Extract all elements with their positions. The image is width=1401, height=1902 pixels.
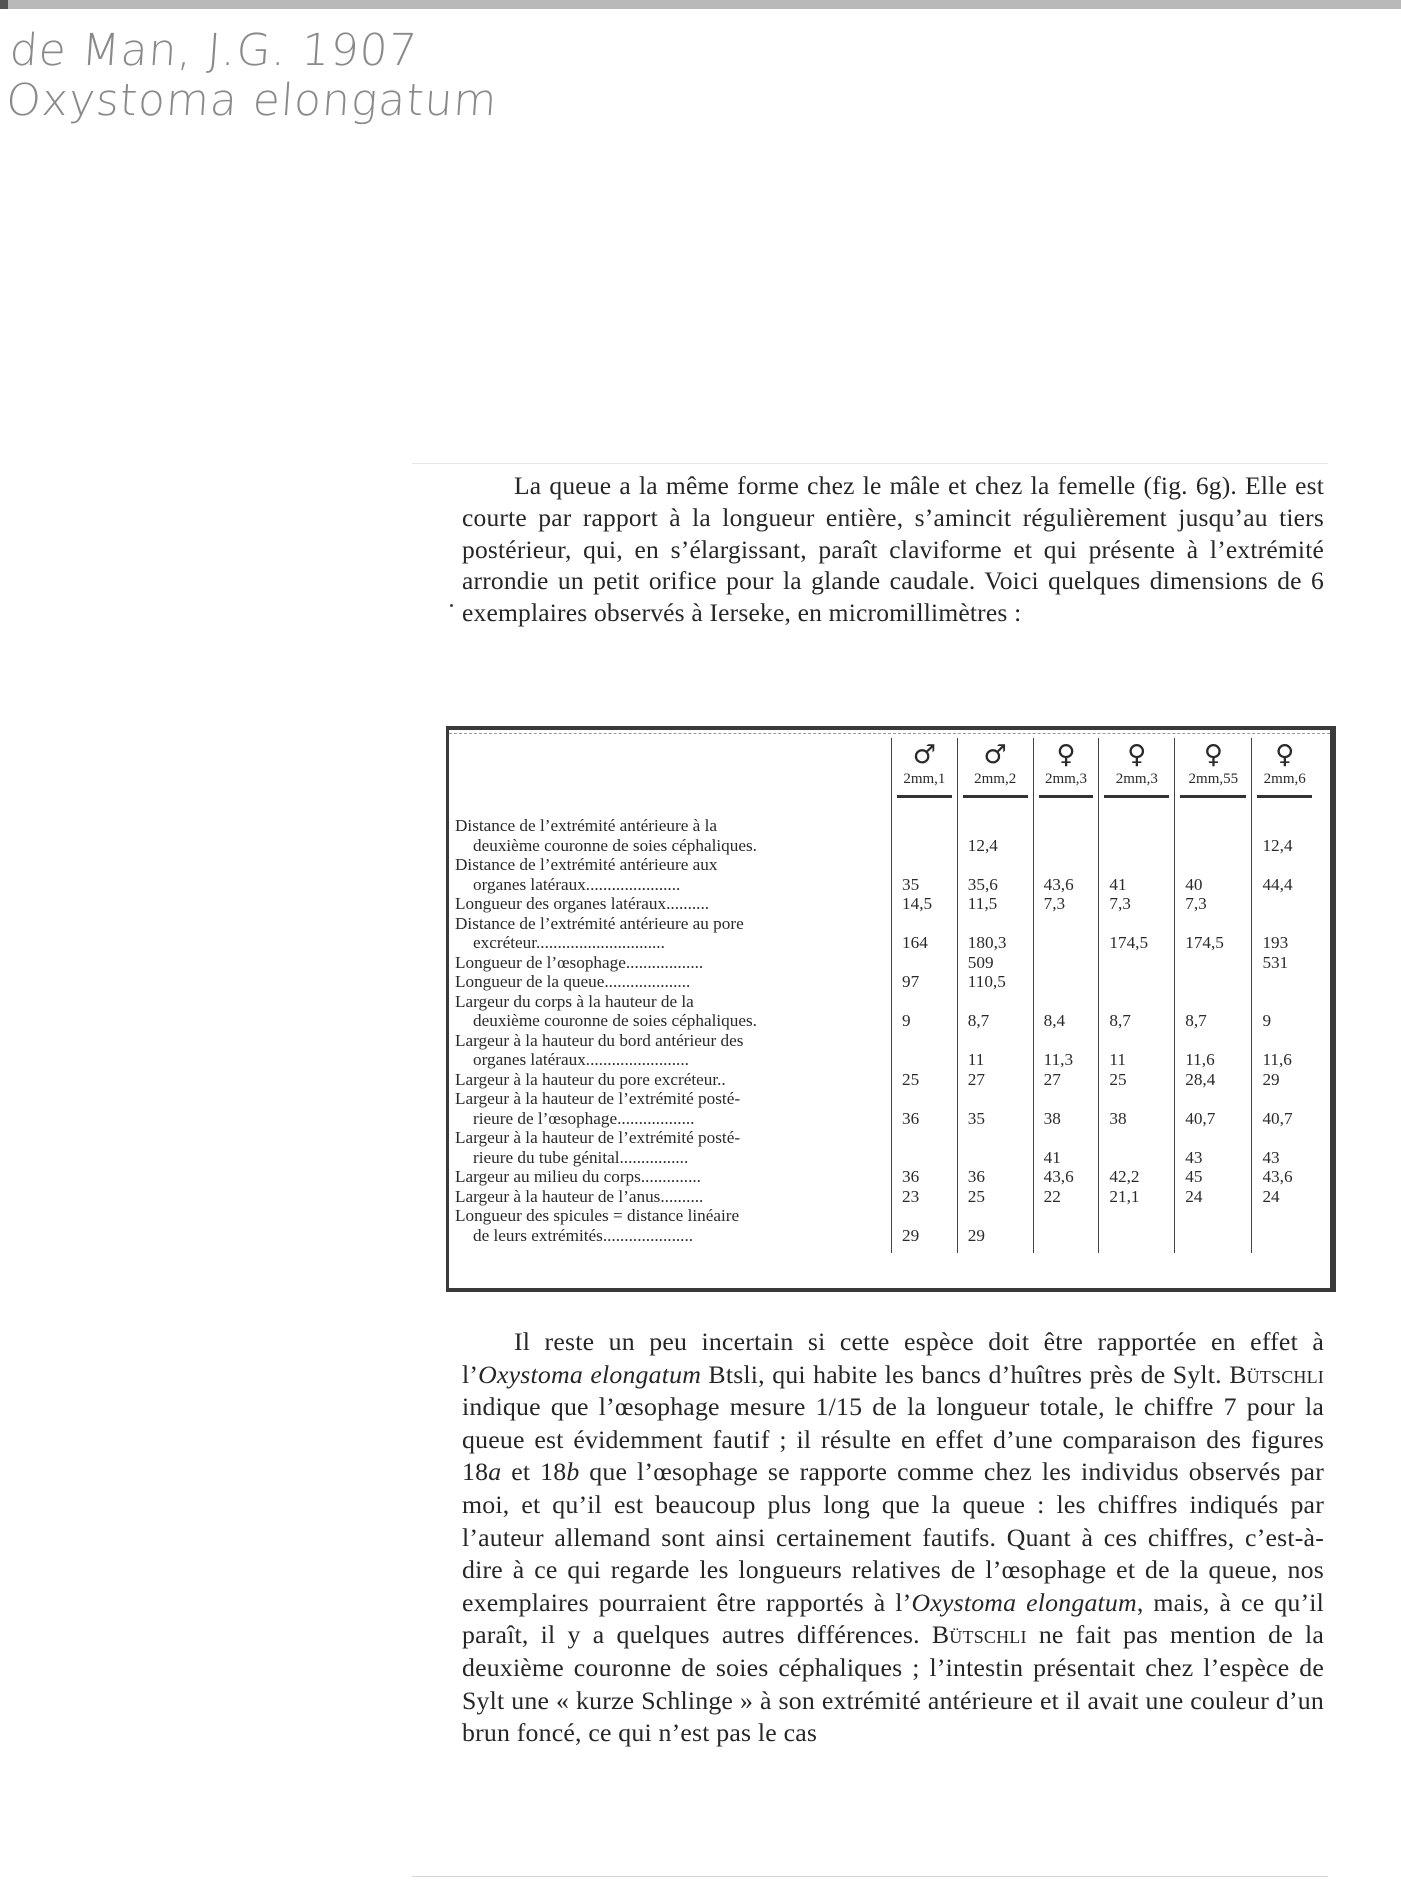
measurement-value: 8,4 [1033, 992, 1099, 1031]
measurement-value: 41 [1033, 1128, 1099, 1167]
measurement-value [1099, 953, 1175, 973]
table-row [455, 914, 1317, 953]
spacer-cell [1175, 798, 1252, 816]
table-row [455, 855, 1317, 894]
measurement-value: 7,3 [1175, 894, 1252, 914]
measurement-value [1175, 1206, 1252, 1253]
measurement-label [455, 1167, 892, 1187]
measurement-value: 35 [957, 1089, 1033, 1128]
measurement-value: 7,3 [1033, 894, 1099, 914]
table-row [455, 1128, 1317, 1167]
label-line: Longueur des organes latéraux.......... [455, 894, 710, 913]
measurement-value [957, 1128, 1033, 1167]
measurement-label [455, 1187, 892, 1207]
author-name: Bütschli [1229, 1359, 1324, 1389]
specimen-length: 2mm,55 [1188, 771, 1239, 787]
spacer-cell [1252, 798, 1317, 816]
measurement-value: 29 [892, 1206, 958, 1253]
measurement-value: 29 [1252, 1070, 1317, 1090]
measurement-value: 43 [1252, 1128, 1317, 1167]
female-symbol-icon: ♀ [1056, 740, 1076, 770]
measurement-value: 25 [892, 1070, 958, 1090]
measurement-value [1175, 972, 1252, 992]
annotation-species: Oxystoma elongatum [4, 75, 500, 126]
label-line: de leurs extrémités..................... [473, 1225, 694, 1245]
measurement-value: 22 [1033, 1187, 1099, 1207]
measurement-value: 43,6 [1033, 855, 1099, 894]
female-symbol-icon: ♀ [1127, 740, 1147, 770]
measurement-value: 23 [892, 1187, 958, 1207]
measurement-value: 9 [892, 992, 958, 1031]
taxon-name: Oxystoma elongatum [911, 1587, 1137, 1617]
measurement-value: 43,6 [1252, 1167, 1317, 1187]
table-row [455, 1089, 1317, 1128]
measurement-value [1033, 914, 1099, 953]
table-row [455, 1070, 1317, 1090]
intro-text: La queue a la même forme chez le mâle et chez la femelle (fig. 6g). Elle est courte par rapport à la longueur entière, s’amincit régulièrement jusqu’au tiers postérieur, qui, en s’élargissant, paraît claviforme et qui présente à l’extrémité arrondie un petit orifice pour la glande caudale. Voici quelques dimensions de 6 exemplaires observés à Ierseke, en micromillimètres : [462, 471, 1324, 628]
measurement-value [1099, 1128, 1175, 1167]
figure-ref: b [566, 1457, 580, 1487]
measurement-value: 8,7 [1175, 992, 1252, 1031]
measurement-value [892, 1031, 958, 1070]
measurement-value [1175, 816, 1252, 855]
measurement-value [1099, 1206, 1175, 1253]
spacer-cell [957, 798, 1033, 816]
printed-clipping [412, 463, 1328, 1877]
measurement-value: 36 [892, 1089, 958, 1128]
male-symbol-icon: ♂ [912, 740, 937, 770]
author-name: Bütschli [931, 1620, 1027, 1650]
measurement-value: 35 [892, 855, 958, 894]
handwritten-annotation [5, 26, 572, 126]
measurement-value [1033, 1206, 1099, 1253]
label-line: Largeur du corps à la hauteur de la [455, 991, 694, 1011]
table-row [455, 1206, 1317, 1253]
measurement-label [455, 914, 892, 953]
measurement-value: 40,7 [1252, 1089, 1317, 1128]
column-header [1175, 738, 1252, 798]
measurement-value: 28,4 [1175, 1070, 1252, 1090]
column-header [957, 738, 1033, 798]
label-line: deuxième couronne de soies céphaliques. [473, 1011, 757, 1030]
measurement-value [1175, 953, 1252, 973]
text-run: indique que l’œsophage mesure 1/15 de la longueur totale, le chiffre 7 pour la queue est évidemment fautif ; il résulte en effet d’une comparaison des figures 18 [462, 1392, 1324, 1487]
measurement-label [455, 992, 892, 1031]
measurement-value: 24 [1252, 1187, 1317, 1207]
measurement-value: 29 [957, 1206, 1033, 1253]
measurement-value [1252, 972, 1317, 992]
measurement-value: 45 [1175, 1167, 1252, 1187]
scan-corner-mark [0, 0, 8, 9]
measurement-value: 36 [892, 1167, 958, 1187]
measurement-value: 174,5 [1099, 914, 1175, 953]
measurement-value: 12,4 [1252, 816, 1317, 855]
column-header [1099, 738, 1175, 798]
measurement-value: 11 [1099, 1031, 1175, 1070]
measurement-value: 36 [957, 1167, 1033, 1187]
text-run: et 18 [501, 1457, 567, 1487]
spacer-cell [455, 798, 892, 816]
intro-paragraph [462, 470, 1324, 629]
text-run: que l’œsophage se rapporte comme chez les individus observés par moi, et qu’il est beaucoup plus long que la queue : les chiffres indiqués par l’auteur allemand sont ainsi certainement fautifs. Quant à ces chiffres, c’est-à-dire à ce qui regarde les longueurs relatives de l’œsophage et de la queue, nos exemplaires pourraient être rapportés à l’ [462, 1457, 1324, 1617]
measurement-value [1033, 953, 1099, 973]
measurement-value [1252, 894, 1317, 914]
label-line: organes latéraux........................ [473, 1050, 689, 1069]
measurement-value [1099, 972, 1175, 992]
label-line: Largeur à la hauteur de l’extrémité posté- [455, 1128, 741, 1147]
table-header-row [455, 738, 1317, 798]
measurement-value: 11,3 [1033, 1031, 1099, 1070]
measurement-label [455, 855, 892, 894]
specimen-length: 2mm,2 [974, 771, 1017, 787]
measurement-value: 44,4 [1252, 855, 1317, 894]
measurement-value [892, 953, 958, 973]
label-line: Distance de l’extrémité antérieure aux [455, 855, 718, 874]
measurement-label [455, 953, 892, 973]
table-row [455, 972, 1317, 992]
table-row [455, 894, 1317, 914]
female-symbol-icon: ♀ [1203, 740, 1223, 770]
measurement-value: 41 [1099, 855, 1175, 894]
dimensions-grid [455, 738, 1317, 1253]
specimen-length: 2mm,6 [1263, 771, 1306, 787]
label-line: rieure de l’œsophage.................. [473, 1108, 695, 1128]
table-row [455, 953, 1317, 973]
label-line: Largeur à la hauteur du bord antérieur des [455, 1030, 744, 1050]
measurement-value: 164 [892, 914, 958, 953]
measurement-value: 8,7 [957, 992, 1033, 1031]
table-row [455, 1031, 1317, 1070]
label-line: rieure du tube génital................ [473, 1147, 689, 1167]
discussion-paragraph [462, 1326, 1324, 1750]
measurement-label [455, 1070, 892, 1090]
taxon-name: Oxystoma elongatum [478, 1359, 702, 1389]
measurement-value: 11,6 [1175, 1031, 1252, 1070]
column-header [1252, 738, 1317, 798]
column-header [1033, 738, 1099, 798]
measurement-value: 25 [957, 1187, 1033, 1207]
specimen-length: 2mm,1 [903, 771, 946, 787]
annotation-author-year: de Man, J.G. 1907 [8, 25, 420, 76]
table-row [455, 1167, 1317, 1187]
measurement-label [455, 816, 892, 855]
measurement-label [455, 972, 892, 992]
spacer-cell [892, 798, 958, 816]
measurement-value: 38 [1033, 1089, 1099, 1128]
measurement-label [455, 1089, 892, 1128]
stray-mark [450, 604, 453, 607]
measurement-value: 40,7 [1175, 1089, 1252, 1128]
measurement-value: 11,5 [957, 894, 1033, 914]
measurement-value: 180,3 [957, 914, 1033, 953]
label-line: organes latéraux...................... [473, 874, 681, 894]
label-line: excréteur.............................. [473, 933, 665, 952]
measurement-value: 9 [1252, 992, 1317, 1031]
measurement-label [455, 894, 892, 914]
measurement-value: 27 [957, 1070, 1033, 1090]
measurement-value: 24 [1175, 1187, 1252, 1207]
table-row [455, 816, 1317, 855]
text-run: ne fait pas mention de la deuxième couronne de soies céphaliques ; l’intestin présentait chez l’espèce de Sylt une « kurze Schlinge » à son extrémité antérieure et il avait une couleur d’un brun foncé, ce qui n’est pas le cas [462, 1620, 1324, 1748]
label-line: Longueur de l’œsophage.................. [455, 952, 704, 972]
specimen-length: 2mm,3 [1115, 771, 1158, 787]
male-symbol-icon: ♂ [983, 740, 1007, 770]
measurement-value: 12,4 [957, 816, 1033, 855]
text-run: Btsli, qui habite les bancs d’huîtres près de Sylt. [701, 1359, 1230, 1389]
measurement-value: 7,3 [1099, 894, 1175, 914]
label-line: Largeur à la hauteur de l’extrémité posté- [455, 1089, 741, 1108]
measurement-value: 21,1 [1099, 1187, 1175, 1207]
label-line: Largeur au milieu du corps.............. [455, 1167, 701, 1186]
label-line: deuxième couronne de soies céphaliques. [473, 835, 757, 855]
measurement-value [1252, 1206, 1317, 1253]
measurement-label [455, 1206, 892, 1253]
measurement-value: 35,6 [957, 855, 1033, 894]
spacer-cell [1033, 798, 1099, 816]
table-row [455, 1187, 1317, 1207]
table-row [455, 992, 1317, 1031]
figure-ref: a [488, 1457, 502, 1487]
spacer-cell [1099, 798, 1175, 816]
measurement-value: 42,2 [1099, 1167, 1175, 1187]
measurement-value: 14,5 [892, 894, 958, 914]
measurement-value [892, 816, 958, 855]
measurement-value: 97 [892, 972, 958, 992]
label-line: Longueur de la queue.................... [455, 972, 691, 991]
header-label-cell [455, 738, 892, 798]
text-run: Il reste un peu incertain si cette espèce doit être rapportée en effet à l’ [462, 1327, 1324, 1389]
measurement-value: 43,6 [1033, 1167, 1099, 1187]
specimen-length: 2mm,3 [1044, 771, 1088, 787]
label-line: Longueur des spicules = distance linéaire [455, 1206, 740, 1225]
female-symbol-icon: ♀ [1275, 740, 1295, 770]
label-line: Distance de l’extrémité antérieure à la [455, 816, 717, 835]
measurement-value: 25 [1099, 1070, 1175, 1090]
measurement-value: 509 [957, 953, 1033, 973]
label-line: Largeur à la hauteur du pore excréteur.. [455, 1069, 726, 1089]
measurement-value: 38 [1099, 1089, 1175, 1128]
measurement-value: 11,6 [1252, 1031, 1317, 1070]
discussion-text [462, 1326, 1324, 1750]
column-header [892, 738, 958, 798]
measurement-value: 40 [1175, 855, 1252, 894]
measurement-value: 193 [1252, 914, 1317, 953]
measurement-value: 8,7 [1099, 992, 1175, 1031]
measurement-label [455, 1031, 892, 1070]
label-line: Largeur à la hauteur de l’anus.......... [455, 1186, 704, 1206]
spacer-row [455, 798, 1317, 816]
measurement-value [1033, 816, 1099, 855]
measurement-value [1033, 972, 1099, 992]
text-run: , mais, à ce qu’il paraît, il y a quelques autres différences. [462, 1587, 1324, 1650]
measurement-value: 110,5 [957, 972, 1033, 992]
measurement-value: 531 [1252, 953, 1317, 973]
measurement-value: 27 [1033, 1070, 1099, 1090]
measurement-value: 11 [957, 1031, 1033, 1070]
dimensions-table [446, 726, 1336, 1292]
measurement-value [1099, 816, 1175, 855]
label-line: Distance de l’extrémité antérieure au pore [455, 913, 744, 933]
scan-top-edge [0, 0, 1401, 9]
measurement-value: 43 [1175, 1128, 1252, 1167]
measurement-value [892, 1128, 958, 1167]
measurement-value: 174,5 [1175, 914, 1252, 953]
measurement-label [455, 1128, 892, 1167]
